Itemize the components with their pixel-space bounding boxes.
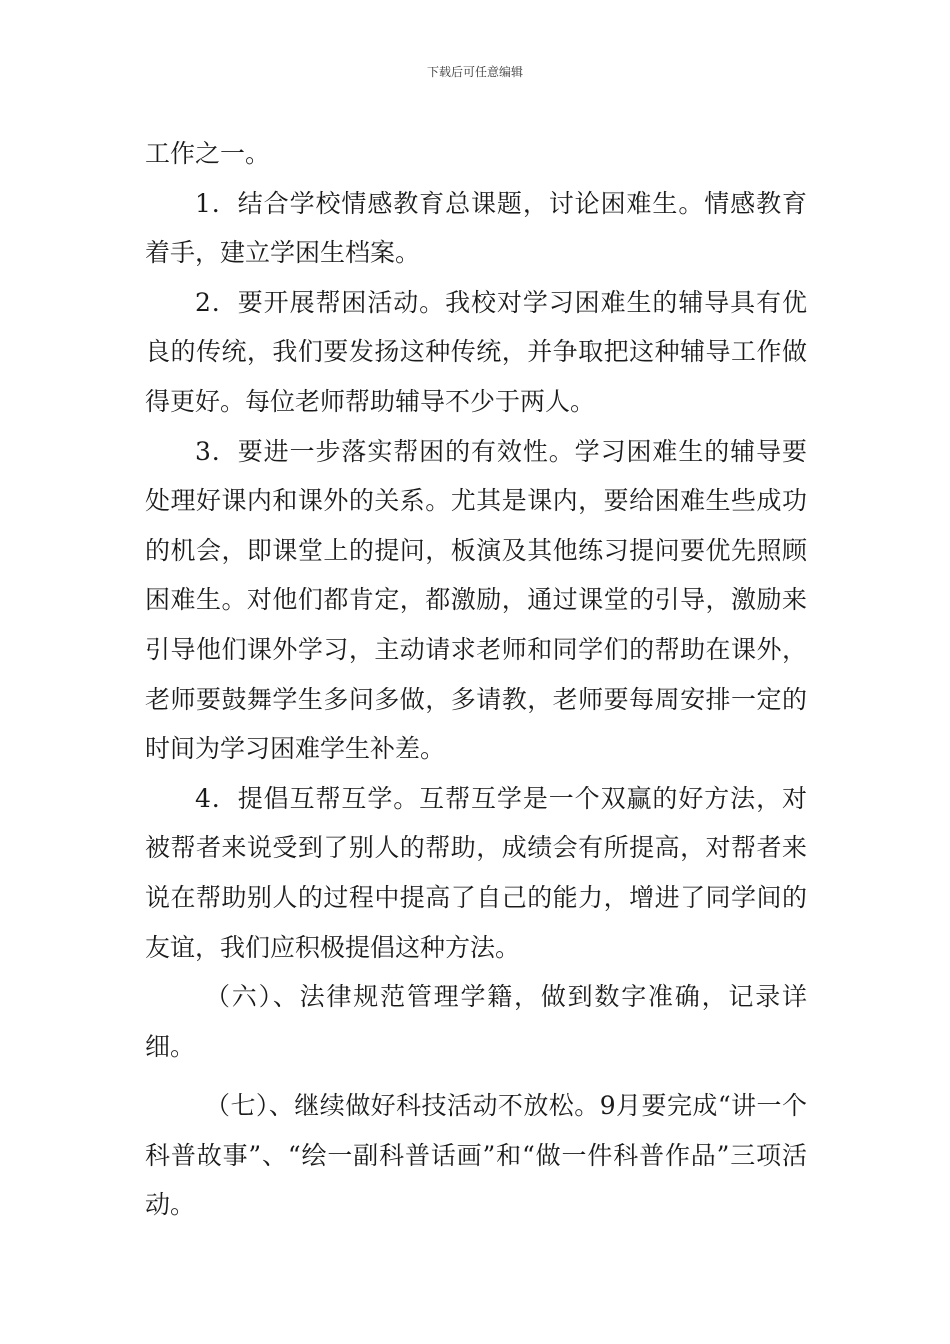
paragraph-item-1: 1．结合学校情感教育总课题，讨论困难生。情感教育着手，建立学困生档案。 (145, 188, 807, 268)
paragraph-item-3: 3．要进一步落实帮困的有效性。学习困难生的辅导要处理好课内和课外的关系。尤其是课内，要给困难生些成功的机会，即课堂上的提问，板演及其他练习提问要优先照顾困难生。对他们都肯定，都激励，通过课堂的引导，激励来引导他们课外学习，主动请求老师和同学们的帮助在课外，老师要鼓舞学生多问多做，多请教，老师要每周安排一定的时间为学习困难学生补差。 (145, 436, 807, 764)
paragraph-continuation: 工作之一。 (145, 139, 271, 168)
paragraph-section-7: （七）、继续做好科技活动不放松。9月要完成“讲一个科普故事”、“绘一副科普话画”和“做一件科普作品”三项活动。 (145, 1091, 807, 1220)
page-header-note: 下载后可任意编辑 (426, 65, 523, 79)
paragraph-section-6: （六）、法律规范管理学籍，做到数字准确，记录详细。 (145, 982, 807, 1061)
paragraph-item-4: 4．提倡互帮互学。互帮互学是一个双赢的好方法，对被帮者来说受到了别人的帮助，成绩会有所提高，对帮者来说在帮助别人的过程中提高了自己的能力，增进了同学间的友谊，我们应积极提倡这种方法。 (145, 783, 807, 962)
paragraph-item-2: 2．要开展帮困活动。我校对学习困难生的辅导具有优良的传统，我们要发扬这种传统，并争取把这种辅导工作做得更好。每位老师帮助辅导不少于两人。 (145, 287, 807, 416)
document-body (145, 129, 807, 1230)
